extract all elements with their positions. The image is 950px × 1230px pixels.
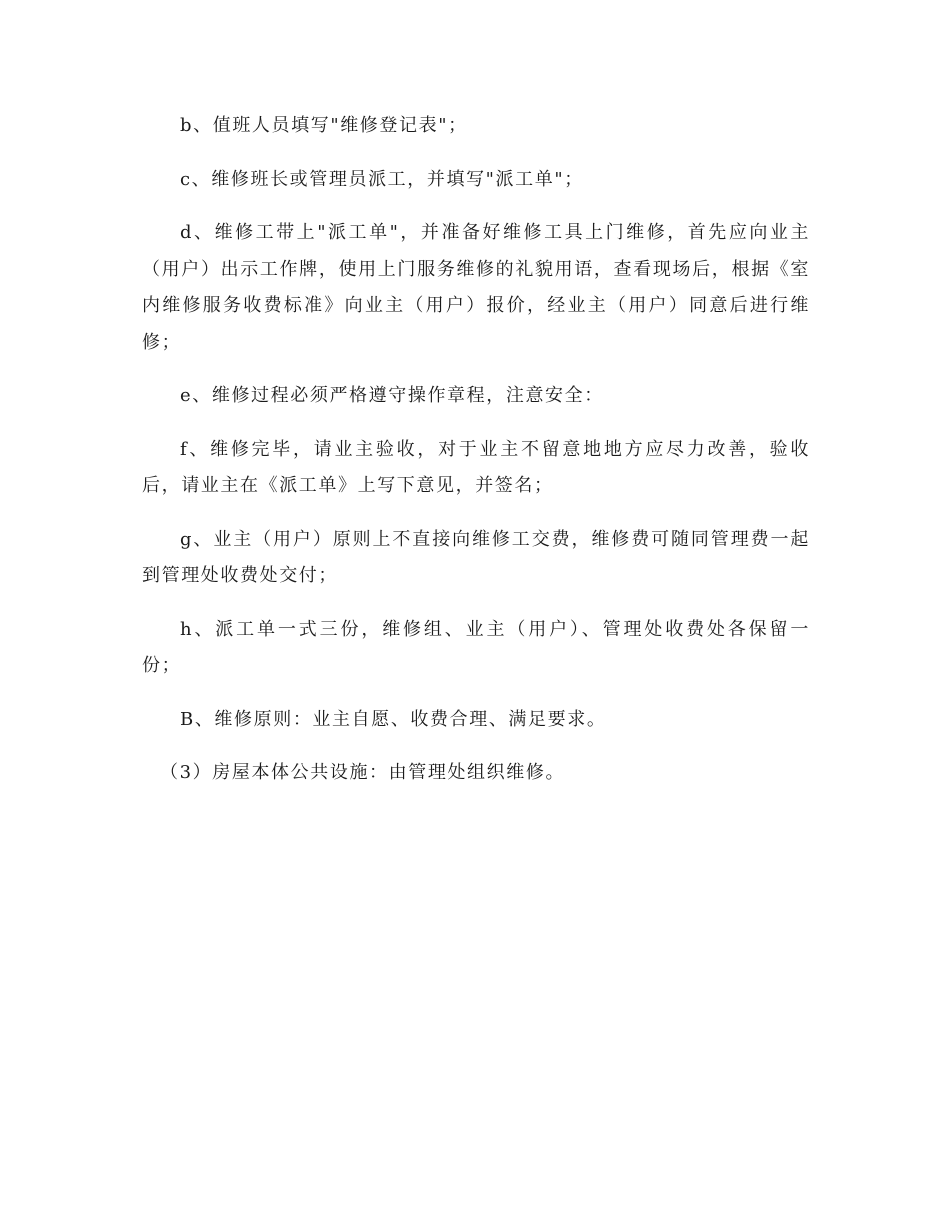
paragraph-d: d、维修工带上"派工单"，并准备好维修工具上门维修，首先应向业主（用户）出示工作牌，使用上门服务维修的礼貌用语，查看现场后，根据《室内维修服务收费标准》向业主（用户）报价，经业主（用户）同意后进行维修； [142, 222, 810, 353]
paragraph-B-principle: B、维修原则：业主自愿、收费合理、满足要求。 [180, 708, 607, 730]
paragraph-b: b、值班人员填写"维修登记表"； [180, 115, 468, 136]
paragraph-g: g、业主（用户）原则上不直接向维修工交费，维修费可随同管理费一起到管理处收费处交付； [142, 528, 810, 586]
paragraph-f: f、维修完毕，请业主验收，对于业主不留意地地方应尽力改善，验收后，请业主在《派工单》上写下意见，并签名； [142, 438, 810, 496]
paragraph-3-public-facilities: （3）房屋本体公共设施：由管理处组织维修。 [160, 762, 566, 783]
document-body [142, 108, 810, 809]
paragraph-c: c、维修班长或管理员派工，并填写"派工单"； [180, 168, 584, 190]
paragraph-h: h、派工单一式三份，维修组、业主（用户）、管理处收费处各保留一份； [142, 618, 810, 676]
paragraph-e: e、维修过程必须严格遵守操作章程，注意安全： [180, 385, 604, 406]
